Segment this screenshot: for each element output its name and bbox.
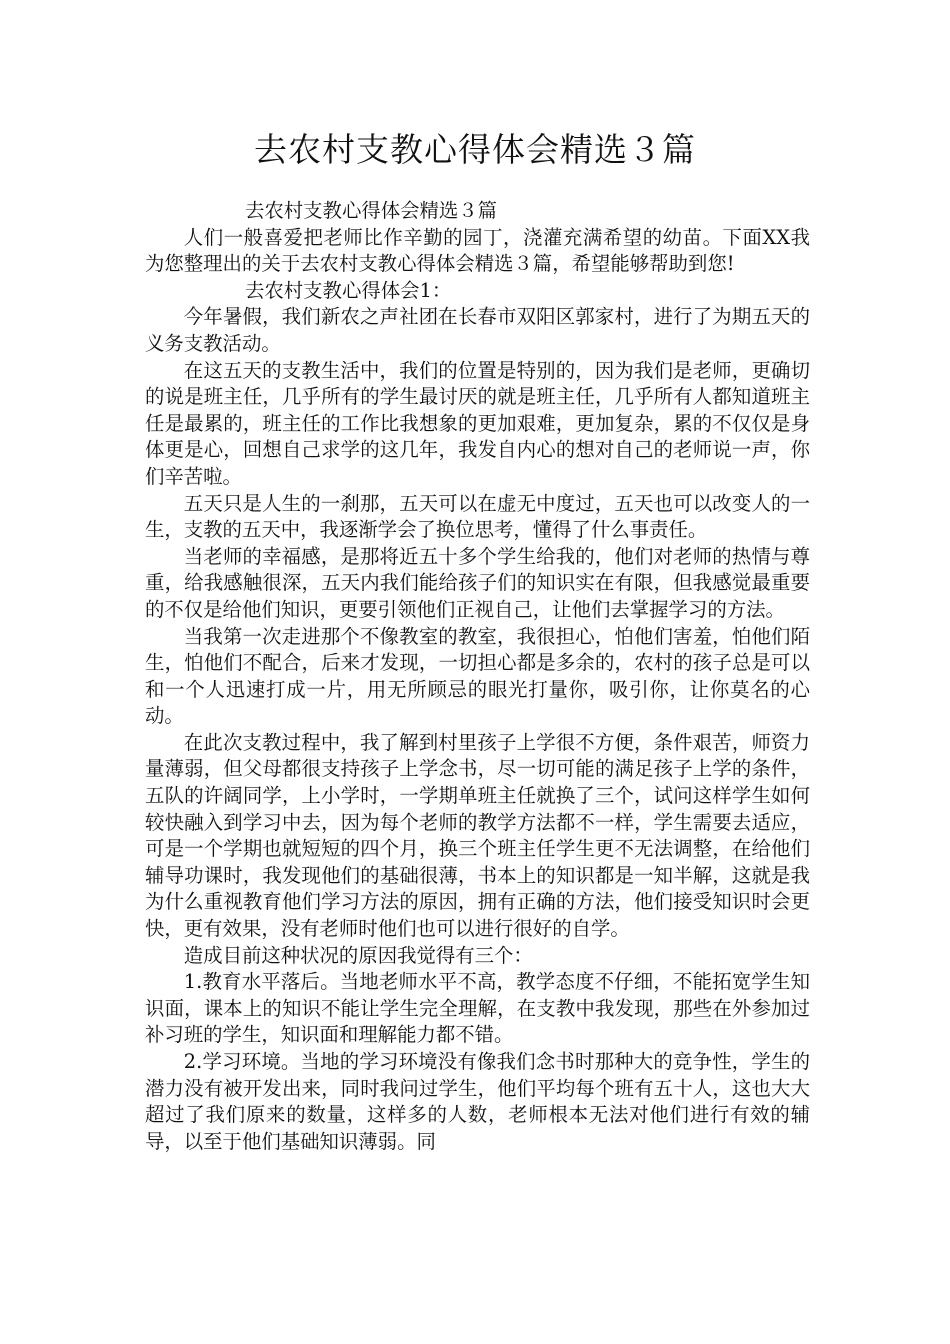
- paragraph: 当我第一次走进那个不像教室的教室，我很担心，怕他们害羞，怕他们陌生，怕他们不配合，后来才发现，一切担心都是多余的，农村的孩子总是可以和一个人迅速打成一片，用无所顾忌的眼光打量你，吸引你，让你莫名的心动。: [145, 624, 810, 728]
- section-heading: 去农村支教心得体会1：: [245, 278, 452, 302]
- paragraph: 造成目前这种状况的原因我觉得有三个：: [183, 943, 533, 967]
- paragraph-list-item-1: 1.教育水平落后。当地老师水平不高，教学态度不仔细，不能拓宽学生知识面，课本上的知识不能让学生完全理解，在支教中我发现，那些在外参加过补习班的学生，知识面和理解能力都不错。: [145, 970, 810, 1047]
- paragraph: 今年暑假，我们新农之声社团在长春市双阳区郭家村，进行了为期五天的义务支教活动。: [145, 305, 810, 355]
- paragraph: 在这五天的支教生活中，我们的位置是特别的，因为我们是老师，更确切的说是班主任，几乎所有的学生最讨厌的就是班主任，几乎所有人都知道班主任是最累的，班主任的工作比我想象的更加艰难，更加复杂，累的不仅仅是身体更是心，回想自己求学的这几年，我发自内心的想对自己的老师说一声，你们辛苦啦。: [145, 358, 810, 488]
- paragraph: 在此次支教过程中，我了解到村里孩子上学很不方便，条件艰苦，师资力量薄弱，但父母都很支持孩子上学念书，尽一切可能的满足孩子上学的条件，五队的许阔同学，上小学时，一学期单班主任就换了三个，试问这样学生如何较快融入到学习中去，因为每个老师的教学方法都不一样，学生需要去适应，可是一个学期也就短短的四个月，换三个班主任学生更不无法调整，在给他们辅导功课时，我发现他们的基础很薄，书本上的知识都是一知半解，这就是我为什么重视教育他们学习方法的原因，拥有正确的方法，他们接受知识时会更快，更有效果，没有老师时他们也可以进行很好的自学。: [145, 730, 810, 941]
- paragraph: 当老师的幸福感，是那将近五十多个学生给我的，他们对老师的热情与尊重，给我感触很深，五天内我们能给孩子们的知识实在有限，但我感觉最重要的不仅是给他们知识，更要引领他们正视自己，让他们去掌握学习的方法。: [145, 544, 810, 621]
- paragraph-intro: 人们一般喜爱把老师比作辛勤的园丁，浇灌充满希望的幼苗。下面XX我为您整理出的关于去农村支教心得体会精选３篇，希望能够帮助到您!: [145, 225, 810, 276]
- document-body: [145, 198, 810, 1155]
- paragraph: 五天只是人生的一刹那，五天可以在虚无中度过，五天也可以改变人的一生，支教的五天中，我逐渐学会了换位思考，懂得了什么事责任。: [145, 491, 810, 542]
- document-title: 去农村支教心得体会精选３篇: [254, 130, 696, 169]
- paragraph-list-item-2: 2.学习环境。当地的学习环境没有像我们念书时那种大的竞争性，学生的潜力没有被开发出来，同时我问过学生，他们平均每个班有五十人，这也大大超过了我们原来的数量，这样多的人数，老师根本无法对他们进行有效的辅导，以至于他们基础知识薄弱。同: [145, 1050, 810, 1153]
- subtitle-line: 去农村支教心得体会精选３篇: [245, 199, 498, 222]
